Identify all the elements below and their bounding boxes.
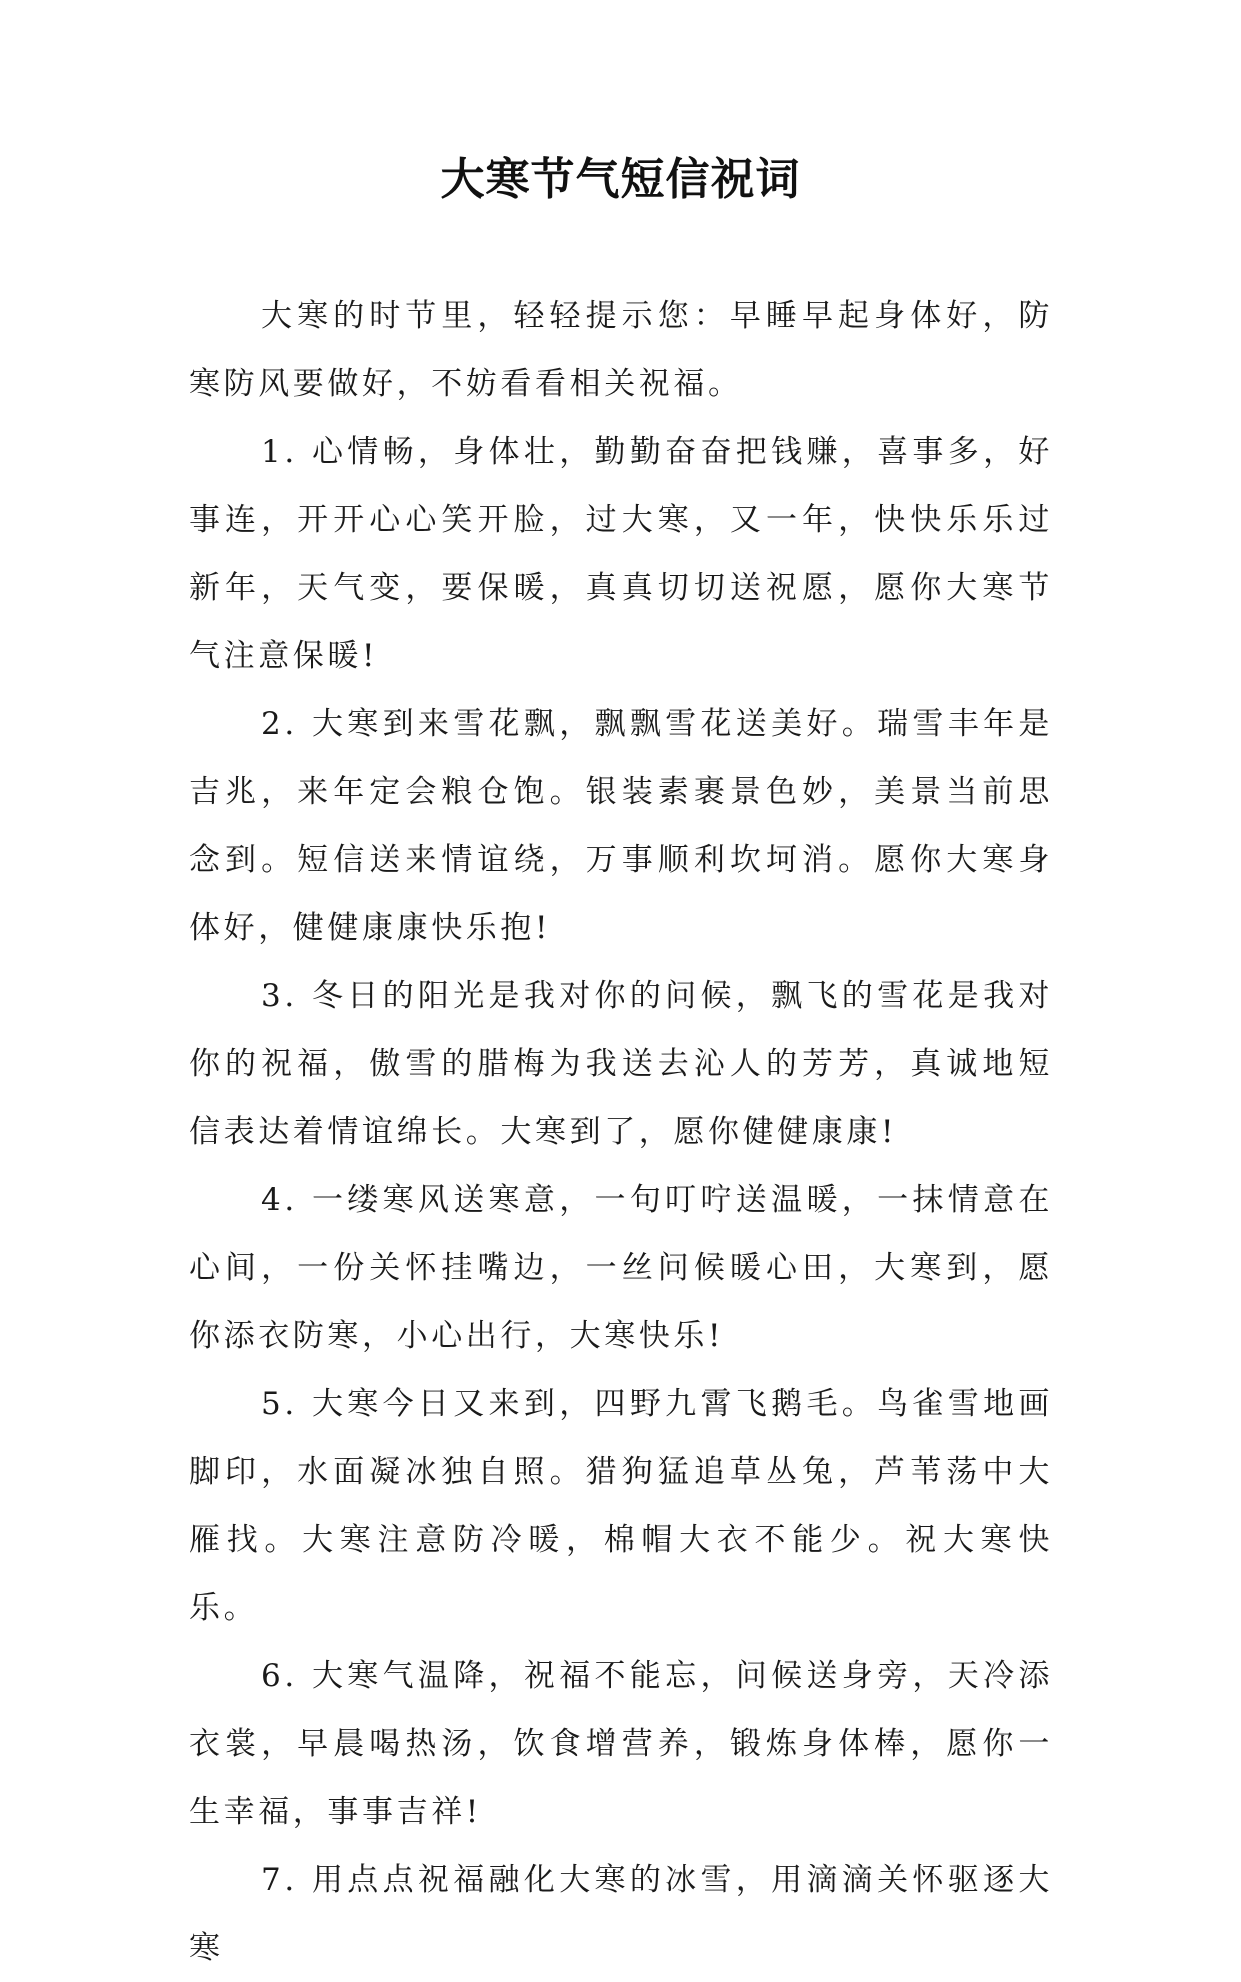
wish-paragraph-3: 3. 冬日的阳光是我对你的问候，飘飞的雪花是我对你的祝福，傲雪的腊梅为我送去沁人的芳芳，真诚地短信表达着情谊绵长。大寒到了，愿你健健康康! — [189, 978, 1053, 1150]
wish-paragraph-4: 4. 一缕寒风送寒意，一句叮咛送温暖，一抹情意在心间，一份关怀挂嘴边，一丝问候暖心田，大寒到，愿你添衣防寒，小心出行，大寒快乐! — [189, 1182, 1053, 1354]
wish-paragraph-6: 6. 大寒气温降，祝福不能忘，问候送身旁，天冷添衣裳，早晨喝热汤，饮食增营养，锻炼身体棒，愿你一生幸福，事事吉祥! — [189, 1658, 1053, 1830]
intro-paragraph: 大寒的时节里，轻轻提示您：早睡早起身体好，防寒防风要做好，不妨看看相关祝福。 — [189, 298, 1053, 402]
wish-paragraph-2: 2. 大寒到来雪花飘，飘飘雪花送美好。瑞雪丰年是吉兆，来年定会粮仓饱。银装素裹景色妙，美景当前思念到。短信送来情谊绕，万事顺利坎坷消。愿你大寒身体好，健健康康快乐抱! — [189, 706, 1053, 946]
document-title: 大寒节气短信祝词 — [440, 154, 801, 205]
document-body — [189, 282, 1053, 1982]
wish-paragraph-1: 1. 心情畅，身体壮，勤勤奋奋把钱赚，喜事多，好事连，开开心心笑开脸，过大寒，又一年，快快乐乐过新年，天气变，要保暖，真真切切送祝愿，愿你大寒节气注意保暖! — [189, 434, 1053, 674]
wish-paragraph-5: 5. 大寒今日又来到，四野九霄飞鹅毛。鸟雀雪地画脚印，水面凝冰独自照。猎狗猛追草丛兔，芦苇荡中大雁找。大寒注意防冷暖，棉帽大衣不能少。祝大寒快乐。 — [189, 1386, 1053, 1626]
wish-paragraph-7: 7. 用点点祝福融化大寒的冰雪，用滴滴关怀驱逐大寒 — [189, 1862, 1053, 1966]
